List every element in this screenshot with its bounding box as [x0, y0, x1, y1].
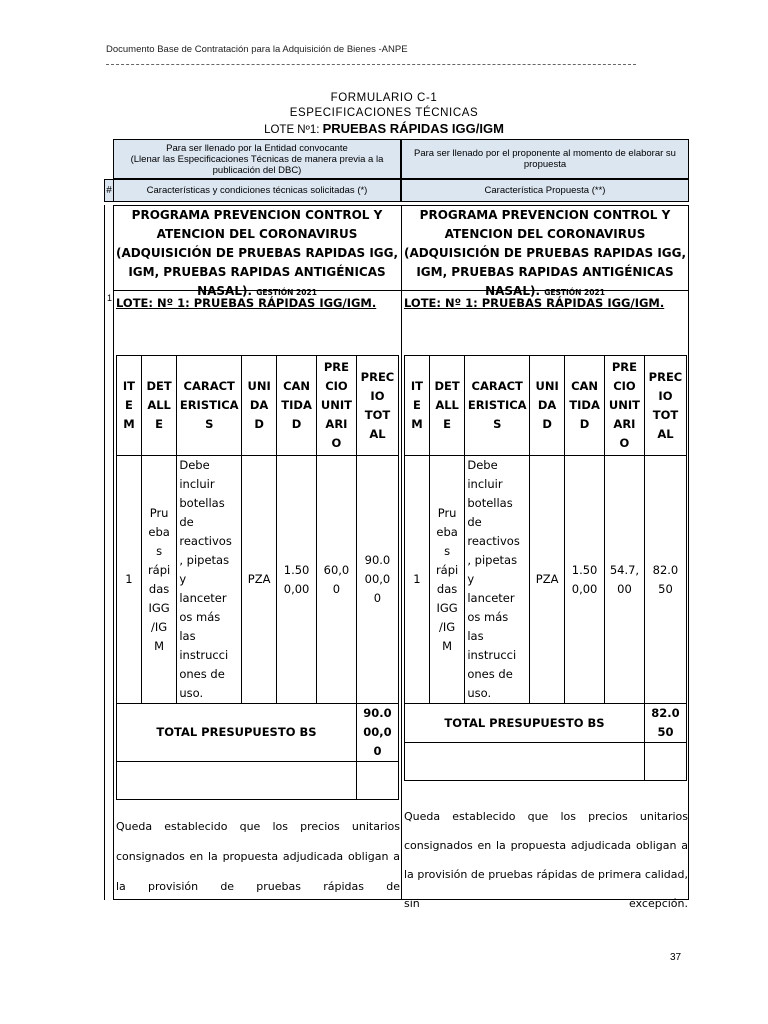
cell-item: 1	[117, 456, 142, 704]
col-caracteristicas: CARACT ERISTICA S	[465, 356, 530, 456]
table-header-row	[405, 356, 687, 456]
note-right: Queda establecido que los precios unitarios consignados en la propuesta adjudicada obligan a la provisión de pruebas rápidas de primera calidad, sin excepción.	[404, 810, 688, 910]
lote-label-left: LOTE: Nº 1: PRUEBAS RÁPIDAS IGG/IGM.	[116, 296, 377, 310]
bidder-header: Para ser llenado por el proponente al momento de elaborar su propuesta	[401, 139, 689, 179]
col-cantidad: CAN TIDA D	[277, 356, 317, 456]
note-left: Queda establecido que los precios unitarios consignados en la propuesta adjudicada obligan a la provisión de pruebas rápidas de	[116, 820, 400, 893]
number-header: #	[104, 179, 114, 202]
cell-precio-unitario: 54.7, 00	[604, 456, 644, 704]
col-unidad: UNI DA D	[242, 356, 277, 456]
col-precio-unitario: PRE CIO UNIT ARI O	[604, 356, 644, 456]
total-row	[405, 704, 687, 743]
cell-unidad: PZA	[530, 456, 565, 704]
table-row	[405, 456, 687, 704]
col-precio-total: PREC IO TOT AL	[356, 356, 398, 456]
col-cantidad: CAN TIDA D	[565, 356, 605, 456]
col-precio-unitario: PRE CIO UNIT ARI O	[316, 356, 356, 456]
empty-row	[405, 743, 687, 781]
empty-row	[117, 762, 399, 800]
cell-precio-total: 90.0 00,0 0	[356, 456, 398, 704]
col-unidad: UNI DA D	[530, 356, 565, 456]
table-header-row	[117, 356, 399, 456]
cell-unidad: PZA	[242, 456, 277, 704]
cell-precio-unitario: 60,0 0	[316, 456, 356, 704]
requested-characteristics-header: Características y condiciones técnicas solicitadas (*)	[113, 179, 401, 202]
entity-header: Para ser llenado por la Entidad convocante (Llenar las Especificaciones Técnicas de manera previa a la publicación del DBC)	[113, 139, 401, 179]
cell-precio-total: 82.0 50	[644, 456, 686, 704]
form-subtitle: ESPECIFICACIONES TÉCNICAS	[289, 107, 479, 119]
program-separator-left	[113, 290, 401, 291]
row-number: 1	[107, 293, 113, 303]
total-label: TOTAL PRESUPUESTO BS	[117, 704, 357, 762]
program-separator-right	[401, 290, 689, 291]
proposed-characteristics-header: Característica Propuesta (**)	[401, 179, 689, 202]
items-table-right	[404, 355, 687, 781]
lote-name: PRUEBAS RÁPIDAS IGG/IGM	[322, 121, 504, 136]
col-precio-total: PREC IO TOT AL	[644, 356, 686, 456]
col-item: IT E M	[405, 356, 430, 456]
lote-label-right: LOTE: Nº 1: PRUEBAS RÁPIDAS IGG/IGM.	[404, 296, 665, 310]
col-caracteristicas: CARACT ERISTICA S	[177, 356, 242, 456]
form-title: FORMULARIO C-1	[330, 92, 438, 104]
col-detalle: DET ALL E	[429, 356, 465, 456]
page-number: 37	[670, 952, 682, 963]
total-label: TOTAL PRESUPUESTO BS	[405, 704, 645, 743]
program-title-right: PROGRAMA PREVENCION CONTROL Y ATENCION DEL CORONAVIRUS (ADQUISICIÓN DE PRUEBAS RAPIDAS IGG, IGM, PRUEBAS RAPIDAS ANTIGÉNICAS NASAL). GESTIÓN 2021	[403, 208, 687, 298]
cell-detalle: Pru eba s rápi das IGG /IG M	[429, 456, 465, 704]
total-row	[117, 704, 399, 762]
items-table-left	[116, 355, 399, 800]
row-number-column	[104, 205, 105, 900]
table-row	[117, 456, 399, 704]
cell-cantidad: 1.50 0,00	[277, 456, 317, 704]
cell-caracteristicas: Debe incluir botellas de reactivos , pipetas y lanceter os más las instrucci ones de uso.	[177, 456, 242, 704]
col-item: IT E M	[117, 356, 142, 456]
program-title-left: PROGRAMA PREVENCION CONTROL Y ATENCION DEL CORONAVIRUS (ADQUISICIÓN DE PRUEBAS RAPIDAS IGG, IGM, PRUEBAS RAPIDAS ANTIGÉNICAS NASAL). GESTIÓN 2021	[115, 208, 399, 298]
lote-prefix: LOTE Nº1:	[264, 124, 320, 136]
column-divider	[401, 205, 402, 900]
header-divider	[106, 64, 636, 65]
cell-cantidad: 1.50 0,00	[565, 456, 605, 704]
col-detalle: DET ALL E	[141, 356, 177, 456]
lote-heading	[0, 121, 768, 136]
cell-caracteristicas: Debe incluir botellas de reactivos , pipetas y lanceter os más las instrucci ones de uso.	[465, 456, 530, 704]
total-value: 82.0 50	[644, 704, 686, 743]
cell-detalle: Pru eba s rápi das IGG /IG M	[141, 456, 177, 704]
cell-item: 1	[405, 456, 430, 704]
total-value: 90.0 00,0 0	[356, 704, 398, 762]
document-header: Documento Base de Contratación para la Adquisición de Bienes -ANPE	[106, 44, 408, 55]
